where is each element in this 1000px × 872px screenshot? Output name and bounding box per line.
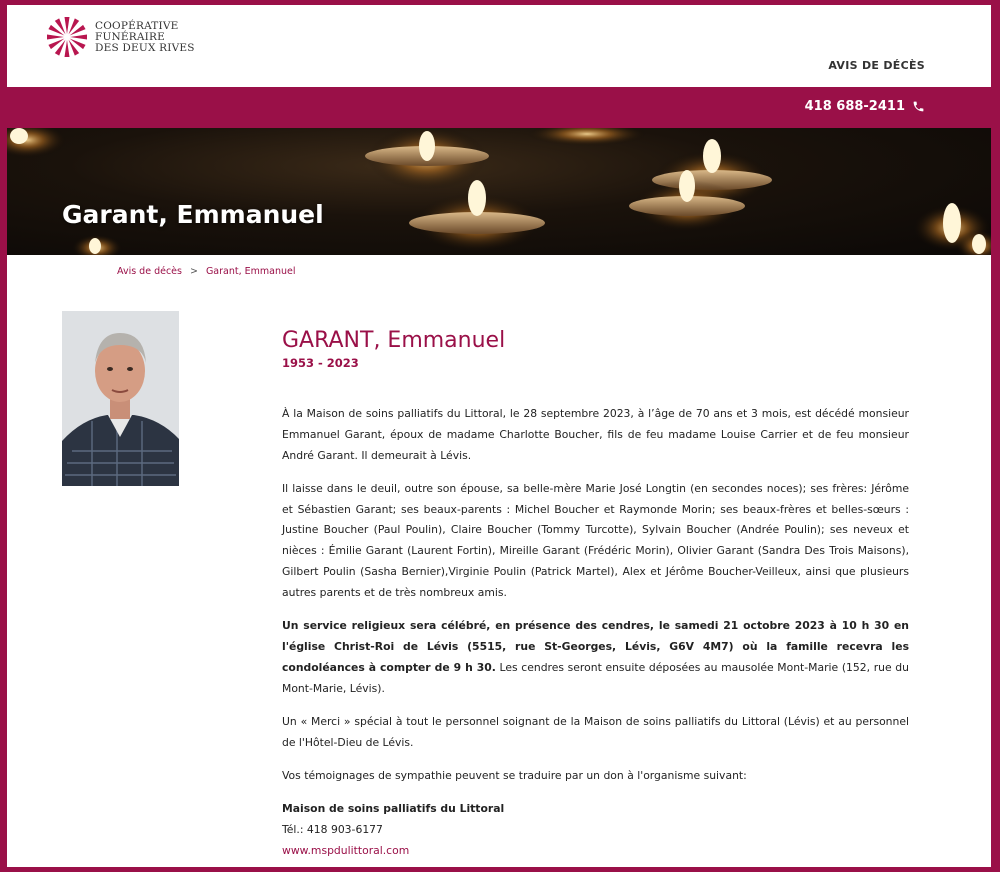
candle bbox=[527, 128, 647, 146]
organization-phone: Tél.: 418 903-6177 bbox=[282, 823, 383, 837]
portrait-illustration bbox=[62, 311, 179, 486]
logo-line-3: DES DEUX RIVES bbox=[95, 41, 195, 54]
site-logo[interactable] bbox=[45, 15, 195, 59]
organization-website-link[interactable]: www.mspdulittoral.com bbox=[282, 843, 410, 857]
breadcrumb bbox=[117, 266, 296, 277]
hero-banner bbox=[7, 128, 991, 255]
starburst-logo-icon bbox=[45, 15, 89, 59]
obituary-content bbox=[282, 328, 909, 862]
obituary-paragraph-5: Vos témoignages de sympathie peuvent se traduire par un don à l'organisme suivant: bbox=[282, 768, 747, 782]
logo-line-2: FUNÉRAIRE bbox=[95, 30, 165, 43]
deceased-name: GARANT, Emmanuel bbox=[282, 328, 506, 353]
candles-background bbox=[7, 128, 991, 255]
organization-name: Maison de soins palliatifs du Littoral bbox=[282, 802, 505, 816]
nav-obituaries-link[interactable]: AVIS DE DÉCÈS bbox=[828, 59, 925, 72]
breadcrumb-home-link[interactable]: Avis de décès bbox=[117, 266, 182, 277]
logo-line-1: COOPÉRATIVE bbox=[95, 19, 179, 32]
logo-text bbox=[95, 21, 195, 54]
obituary-text bbox=[282, 404, 909, 862]
candle bbox=[409, 180, 545, 253]
hero-title: Garant, Emmanuel bbox=[62, 200, 324, 229]
obituary-paragraph-4: Un « Merci » spécial à tout le personnel soignant de la Maison de soins palliatifs du Littoral (Lévis) et au personnel de l'Hôtel-Dieu de Lévis. bbox=[282, 714, 909, 749]
candle bbox=[71, 234, 123, 255]
ashes-details: Les cendres seront ensuite déposées au mausolée Mont-Marie (152, rue du Mont-Marie, Lévis). bbox=[282, 660, 909, 695]
phone-bar bbox=[7, 87, 991, 128]
candle bbox=[365, 128, 489, 190]
obituary-paragraph-3 bbox=[282, 616, 909, 699]
page-frame bbox=[7, 5, 991, 867]
obituary-paragraph-2: Il laisse dans le deuil, outre son épouse, sa belle-mère Marie José Longtin (en secondes noces); ses frères: Jérôme et Sébastien Garant; ses beaux-parents : Michel Boucher et Raymonde Morin; ses beaux-frères et belles-sœurs : Justine Boucher (Paul Poulin), Claire Boucher (Tommy Turcotte), Sylvain Boucher (Andrée Poulin); ses neveux et nièces : Émilie Garant (Laurent Fortin), Mireille Garant (Frédéric Morin), Olivier Garant (Sandra Des Trois Maisons), Gilbert Poulin (Sasha Bernier),Virginie Poulin (Patrick Martel), Alex et Jérôme Boucher-Veilleux, ainsi que plusieurs autres parents et de très nombreux amis. bbox=[282, 481, 909, 599]
obituary-paragraph-1: À la Maison de soins palliatifs du Littoral, le 28 septembre 2023, à l’âge de 70 ans et 3 mois, est décédé monsieur Emmanuel Garant, époux de madame Charlotte Boucher, fils de feu madame Louise Carrier et de feu monsieur André Garant. Il demeurait à Lévis. bbox=[282, 407, 909, 462]
deceased-photo bbox=[62, 311, 179, 486]
donation-organization bbox=[282, 799, 909, 861]
phone-number: 418 688-2411 bbox=[804, 99, 905, 114]
breadcrumb-separator: > bbox=[189, 266, 198, 277]
phone-link[interactable] bbox=[805, 99, 925, 114]
candle bbox=[7, 128, 67, 158]
service-details: Un service religieux sera célébré, en présence des cendres, le samedi 21 octobre 2023 à 10 h 30 en l'église Christ-Roi de Lévis (5515, rue St-Georges, Lévis, G6V 4M7) où la famille recevra les condoléances à compter de 9 h 30. bbox=[282, 619, 909, 674]
breadcrumb-current-link[interactable]: Garant, Emmanuel bbox=[205, 266, 296, 277]
life-years: 1953 - 2023 bbox=[282, 356, 359, 370]
phone-icon bbox=[912, 100, 925, 113]
site-header bbox=[7, 5, 991, 87]
